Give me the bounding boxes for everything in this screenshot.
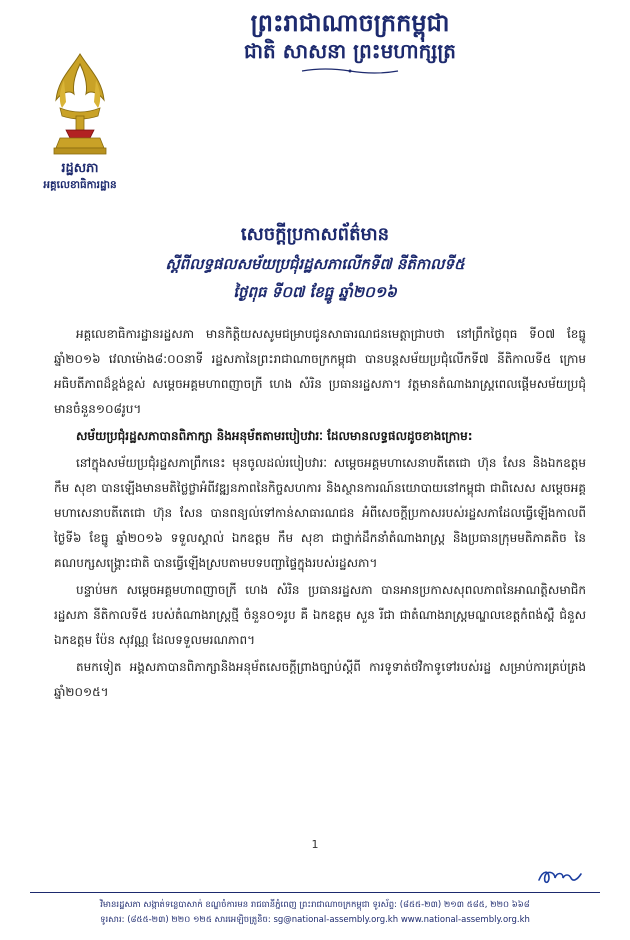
announcement-body bbox=[54, 322, 586, 822]
announcement-subtitle: ស្ដីពីលទ្ធផលសម័យប្រជុំរដ្ឋសភាលើកទី៧ នីតិកាលទី៥ bbox=[165, 255, 465, 273]
national-motto: ជាតិ សាសនា ព្រះមហាក្សត្រ bbox=[244, 39, 456, 63]
body-paragraph: នៅក្នុងសម័យប្រជុំរដ្ឋសភាព្រឹកនេះ មុនចូលដល់របៀបវារៈ សម្ដេចអគ្គមហាសេនាបតីតេជោ ហ៊ុន សែន និងឯកឧត្តម កឹម សុខា បានឡើងមានមតិថ្លៃថ្លាអំពីវឌ្ឍនភាពនៃកិច្ចសហការ និងស្ថានការណ៍នយោបាយនៅកម្ពុជា ជាពិសេស សម្ដេចអគ្គមហាសេនាបតីតេជោ ហ៊ុន សែន បានពន្យល់ទៅកាន់សាធារណជន អំពីសេចក្ដីប្រកាសរបស់រដ្ឋសភាដែលធ្វើឡើងកាលពីថ្ងៃទី៦ ខែធ្នូ ឆ្នាំ២០១៦ ទទួលស្គាល់ ឯកឧត្តម កឹម សុខា ជាថ្នាក់ដឹកនាំតំណាងរាស្ត្រ និងប្រធានក្រុមមតិភាគតិច នៃគណបក្សសង្គ្រោះជាតិ បានធ្វើឡើងស្របតាមបទបញ្ជាផ្ទៃក្នុងរបស់រដ្ឋសភា។ bbox=[54, 456, 586, 570]
body-paragraph: បន្ទាប់មក សម្ដេចអគ្គមហាពញាចក្រី ហេង សំរិន ប្រធានរដ្ឋសភា បានអានប្រកាសសុពលភាពនៃអាណត្តិសមាជិករដ្ឋសភា នីតិកាលទី៥ របស់តំណាងរាស្ត្រថ្មី ចំនួន០១រូប គឺ ឯកឧត្តម សួន រីជា ជាតំណាងរាស្ត្រមណ្ឌលខេត្តកំពង់ស្ពឺ ជំនួស ឯកឧត្តម ប៉ែន សុវណ្ណ ដែលទទួលមរណភាព។ bbox=[54, 583, 586, 647]
page-number: 1 bbox=[311, 838, 319, 851]
announcement-date: ថ្ងៃពុធ ទី០៧ ខែធ្នូ ឆ្នាំ២០១៦ bbox=[233, 283, 397, 301]
footer-divider bbox=[30, 892, 600, 893]
footer-address: វិមានរដ្ឋសភា សង្កាត់ទន្លេបាសាក់ ខណ្ឌចំការមន រាជធានីភ្នំពេញ ព្រះរាជាណាចក្រកម្ពុជា ទូរស័ព្ទ: (៨៥៥-២៣) ២១៣ ៥៨៥, ២២០ ៦៦៨ bbox=[100, 900, 530, 910]
body-paragraph: តមកទៀត អង្គសភាបានពិភាក្សានិងអនុម័តសេចក្ដីព្រាងច្បាប់ស្ដីពី ការទូទាត់ថវិកាទូទៅរបស់រដ្ឋ សម្រាប់ការគ្រប់គ្រងឆ្នាំ២០១៥។ bbox=[54, 660, 586, 699]
kingdom-heading: ព្រះរាជាណាចក្រកម្ពុជា bbox=[250, 8, 450, 37]
announcement-title: សេចក្ដីប្រកាសព័ត៌មាន bbox=[240, 224, 390, 245]
emblem-icon bbox=[40, 50, 120, 160]
organization-name: រដ្ឋសភា bbox=[61, 161, 99, 176]
organization-department: អគ្គលេខាធិការដ្ឋាន bbox=[43, 179, 117, 191]
body-paragraph: សម័យប្រជុំរដ្ឋសភាបានពិភាក្សា និងអនុម័តតាមរបៀបវារៈ ដែលមានលទ្ធផលដូចខាងក្រោម: bbox=[76, 429, 473, 443]
signature-icon bbox=[535, 864, 585, 888]
body-paragraph: អគ្គលេខាធិការដ្ឋានរដ្ឋសភា មានកិត្តិយសសូមជម្រាបជូនសាធារណជនមេត្តាជ្រាបថា នៅព្រឹកថ្ងៃពុធ ទី០៧ ខែធ្នូ ឆ្នាំ២០១៦ វេលាម៉ោង៨:០០នាទី រដ្ឋសភានៃព្រះរាជាណាចក្រកម្ពុជា បានបន្តសម័យប្រជុំលើកទី៧ នីតិកាលទី៥ ក្រោមអធិបតីភាពដ៏ខ្ពង់ខ្ពស់ សម្ដេចអគ្គមហាពញាចក្រី ហេង សំរិន ប្រធានរដ្ឋសភា។ វត្តមានតំណាងរាស្ត្រពេលផ្ដើមសម័យប្រជុំមានចំនួន១០៨រូប។ bbox=[54, 327, 586, 416]
ornamental-divider-icon bbox=[300, 66, 400, 76]
footer-contact: ទូរសារ: (៨៥៥-២៣) ២២០ ១២៥ សារអេឡិចត្រូនិច: sg@national-assembly.org.kh www.national-assembly.org.kh bbox=[100, 915, 530, 925]
